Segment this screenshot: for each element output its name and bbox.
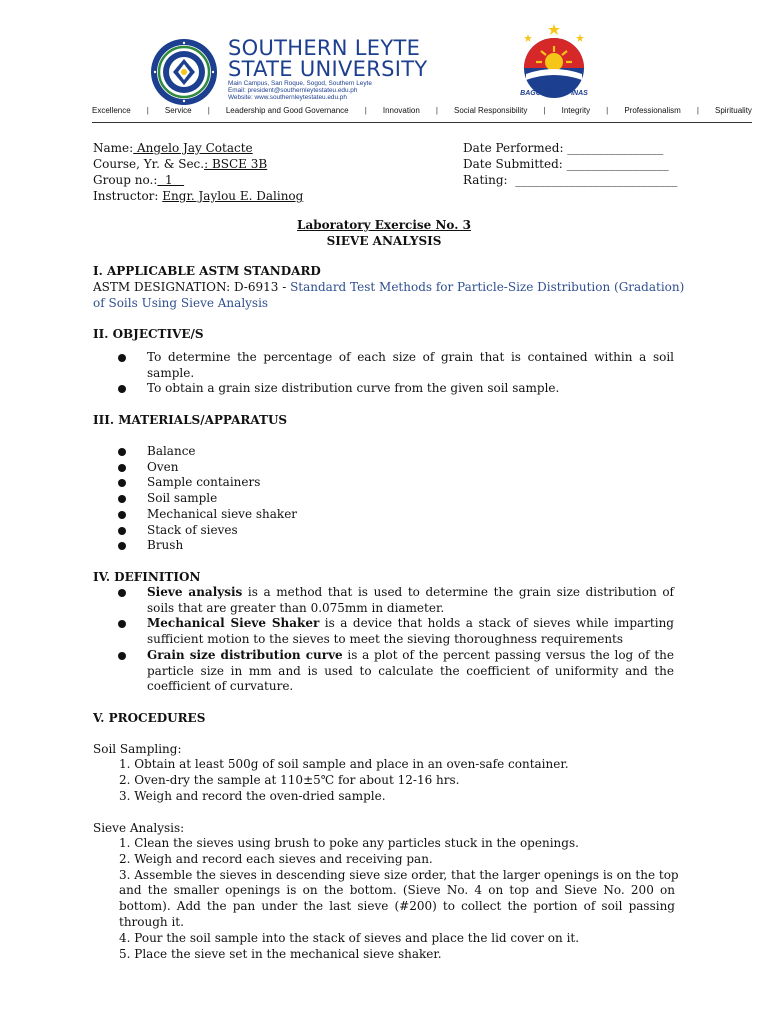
material-text: Sample containers bbox=[147, 475, 261, 490]
core-values-bar bbox=[92, 106, 752, 115]
bullet-icon bbox=[118, 448, 126, 456]
material-text: Oven bbox=[147, 459, 179, 474]
soil-sampling-label: Soil Sampling: bbox=[93, 742, 182, 756]
submission-info bbox=[463, 140, 677, 188]
value-spirituality: Spirituality bbox=[715, 106, 752, 115]
designation-label: ASTM DESIGNATION: D-6913 - bbox=[93, 280, 291, 294]
list-item: 1. Clean the sieves using brush to poke any particles stuck in the openings. bbox=[119, 836, 579, 850]
list-item: 2. Oven-dry the sample at 110±5℃ for about 12-16 hrs. bbox=[119, 772, 460, 787]
list-item bbox=[118, 460, 297, 476]
exercise-title: Laboratory Exercise No. 3 bbox=[297, 218, 471, 232]
bagong-pilipinas-label: BAGONG PILIPINAS bbox=[520, 90, 588, 97]
objectives-list bbox=[118, 350, 674, 397]
university-name-line2: STATE UNIVERSITY bbox=[228, 57, 428, 81]
definition-text bbox=[147, 585, 674, 616]
material-text: Balance bbox=[147, 444, 196, 458]
material-text: Stack of sieves bbox=[147, 522, 238, 537]
value-separator: | bbox=[364, 106, 367, 115]
university-email: Email: president@southernleytestateu.edu.ph bbox=[228, 87, 358, 95]
list-item bbox=[118, 523, 297, 539]
list-item bbox=[118, 475, 297, 491]
instructor-label: Instructor: bbox=[93, 189, 163, 203]
bullet-icon bbox=[118, 495, 126, 503]
value-social-responsibility: Social Responsibility bbox=[454, 106, 528, 115]
university-website: Website: www.southernleytestateu.edu.ph bbox=[228, 94, 347, 102]
definitions-list bbox=[118, 585, 674, 695]
section4-heading: IV. DEFINITION bbox=[93, 570, 201, 584]
bullet-icon bbox=[118, 527, 126, 535]
section2-heading: II. OBJECTIVE/S bbox=[93, 327, 204, 341]
instructor-value: Engr. Jaylou E. Dalinog bbox=[162, 189, 304, 203]
value-innovation: Innovation bbox=[382, 106, 420, 115]
list-item: 1. Obtain at least 500g of soil sample and place in an oven-safe container. bbox=[119, 757, 569, 771]
list-item bbox=[118, 616, 674, 647]
definition-term: Sieve analysis bbox=[147, 585, 243, 599]
bullet-icon bbox=[118, 354, 126, 362]
exercise-subject: SIEVE ANALYSIS bbox=[326, 234, 442, 248]
bullet-icon bbox=[118, 542, 126, 550]
material-text: Soil sample bbox=[147, 491, 218, 506]
name-row bbox=[93, 140, 303, 156]
list-item bbox=[118, 585, 674, 616]
section1-heading: I. APPLICABLE ASTM STANDARD bbox=[93, 264, 321, 278]
objective-text: To obtain a grain size distribution curve from the given soil sample. bbox=[147, 381, 560, 396]
date-submitted: Date Submitted: _________________ bbox=[463, 157, 669, 171]
list-item bbox=[118, 350, 674, 381]
value-leadership: Leadership and Good Governance bbox=[225, 106, 349, 115]
bullet-icon bbox=[118, 652, 126, 660]
definition-text bbox=[147, 616, 674, 647]
bullet-icon bbox=[118, 589, 126, 597]
objective-text: To determine the percentage of each size of grain that is contained within a soil sample. bbox=[147, 350, 674, 380]
university-seal-logo bbox=[150, 38, 218, 106]
value-service: Service bbox=[164, 106, 192, 115]
bullet-icon bbox=[118, 511, 126, 519]
course-row bbox=[93, 156, 303, 172]
definition-term: Grain size distribution curve bbox=[147, 647, 343, 662]
section3-heading: III. MATERIALS/APPARATUS bbox=[93, 413, 288, 427]
list-item: 2. Weigh and record each sieves and receiving pan. bbox=[119, 851, 433, 866]
sieve-analysis-steps-continued bbox=[119, 931, 579, 963]
material-text: Brush bbox=[147, 538, 184, 553]
name-label: Name: bbox=[93, 141, 134, 155]
list-item bbox=[118, 507, 297, 523]
bullet-icon bbox=[118, 464, 126, 472]
list-item: 3. Weigh and record the oven-dried sample. bbox=[119, 788, 386, 803]
value-excellence: Excellence bbox=[92, 106, 131, 115]
list-item: 4. Pour the soil sample into the stack of sieves and place the lid cover on it. bbox=[119, 931, 580, 945]
definition-body: is a plot of the percent passing versus the log of the particle size in mm and is used to calculate the coefficient of uniformity and the coefficient of curvature. bbox=[147, 647, 674, 694]
definition-text bbox=[147, 648, 674, 695]
material-text: Mechanical sieve shaker bbox=[147, 506, 298, 521]
sieve-analysis-steps bbox=[119, 836, 679, 883]
group-label: Group no.: bbox=[93, 173, 158, 187]
value-separator: | bbox=[696, 106, 699, 115]
value-separator: | bbox=[543, 106, 546, 115]
rating: Rating: ___________________________ bbox=[463, 173, 678, 187]
value-separator: | bbox=[606, 106, 609, 115]
standard-title-line2: of Soils Using Sieve Analysis bbox=[93, 296, 269, 310]
sieve-step3-continued: and the smaller openings is on the bottom. (Sieve No. 4 on top and Sieve No. 200 on bottom). Add the pan under the last sieve (#200) to collect the portion of soil passing through it. bbox=[119, 883, 675, 929]
soil-sampling-steps bbox=[119, 757, 569, 804]
list-item bbox=[118, 491, 297, 507]
instructor-row bbox=[93, 188, 303, 204]
definition-body: is a method that is used to determine the grain size distribution of soils that are greater than 0.075mm in diameter. bbox=[147, 585, 674, 615]
date-performed: Date Performed: ________________ bbox=[463, 141, 664, 155]
course-label: Course, Yr. & Sec. bbox=[93, 157, 205, 171]
university-address: Main Campus, San Roque, Sogod, Southern Leyte bbox=[228, 80, 372, 87]
bullet-icon bbox=[118, 479, 126, 487]
list-item bbox=[118, 648, 674, 695]
definition-term: Mechanical Sieve Shaker bbox=[147, 616, 320, 631]
student-info bbox=[93, 140, 303, 204]
bullet-icon bbox=[118, 385, 126, 393]
list-item: 3. Assemble the sieves in descending sieve size order, that the larger openings is on the top bbox=[119, 867, 679, 882]
sieve-analysis-label: Sieve Analysis: bbox=[93, 821, 185, 835]
value-separator: | bbox=[435, 106, 438, 115]
value-integrity: Integrity bbox=[561, 106, 591, 115]
section5-heading: V. PROCEDURES bbox=[93, 711, 206, 725]
group-row bbox=[93, 172, 303, 188]
header-divider bbox=[92, 122, 752, 123]
value-professionalism: Professionalism bbox=[624, 106, 681, 115]
name-value: Angelo Jay Cotacte bbox=[133, 141, 253, 155]
standard-title-line1: Standard Test Methods for Particle-Size Distribution (Gradation) bbox=[290, 280, 685, 294]
definition-body: is a device that holds a stack of sieves while imparting sufficient motion to the sieves to meet the sieving thoroughness requirements bbox=[147, 616, 674, 647]
list-item bbox=[118, 538, 297, 554]
bullet-icon bbox=[118, 620, 126, 628]
list-item: 5. Place the sieve set in the mechanical sieve shaker. bbox=[119, 946, 442, 961]
value-separator: | bbox=[207, 106, 210, 115]
university-contact bbox=[228, 80, 372, 102]
materials-list bbox=[118, 444, 297, 554]
list-item bbox=[118, 381, 674, 397]
list-item bbox=[118, 444, 297, 460]
value-separator: | bbox=[146, 106, 149, 115]
astm-designation bbox=[93, 279, 684, 295]
university-name bbox=[228, 38, 428, 79]
university-name-line1: SOUTHERN LEYTE bbox=[228, 36, 421, 60]
group-value: 1 bbox=[157, 173, 185, 187]
course-value: : BSCE 3B bbox=[204, 157, 268, 171]
